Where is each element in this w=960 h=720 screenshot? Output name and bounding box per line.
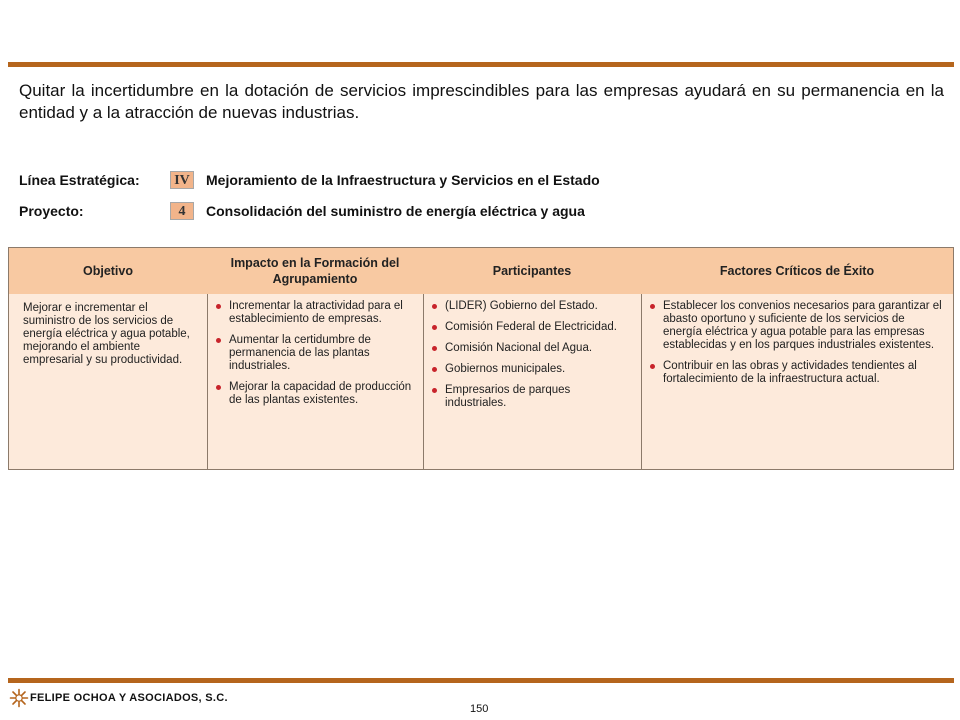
- linea-badge: IV: [170, 171, 194, 189]
- factores-list: [641, 294, 953, 386]
- bullet-icon: [650, 304, 655, 309]
- firm-name: FELIPE OCHOA Y ASOCIADOS, S.C.: [30, 692, 228, 704]
- bullet-icon: [432, 388, 437, 393]
- list-item: Aumentar la certidumbre de permanencia de las plantas industriales.: [215, 334, 415, 373]
- factores-cell: [641, 294, 953, 469]
- linea-value: Mejoramiento de la Infraestructura y Servicios en el Estado: [206, 172, 600, 188]
- list-item: (LIDER) Gobierno del Estado.: [431, 300, 633, 313]
- bottom-divider: [8, 678, 954, 683]
- proyecto-badge: 4: [170, 202, 194, 220]
- participantes-list: [423, 294, 641, 410]
- impacto-cell: [207, 294, 423, 469]
- bullet-icon: [432, 346, 437, 351]
- bullet-icon: [650, 364, 655, 369]
- intro-paragraph: Quitar la incertidumbre en la dotación de servicios imprescindibles para las empresas ayudará en su permanencia en la entidad y a la atracción de nuevas industrias.: [19, 81, 944, 122]
- list-item: Establecer los convenios necesarios para garantizar el abasto oportuno y suficiente de los servicios de energía eléctrica y agua potable para las empresas establecidas y en los parques industriales existentes.: [649, 300, 945, 352]
- firm-logo-icon: [9, 688, 29, 708]
- list-item: Comisión Federal de Electricidad.: [431, 321, 633, 334]
- linea-label: Línea Estratégica:: [19, 172, 140, 188]
- bullet-icon: [432, 367, 437, 372]
- header-participantes: Participantes: [423, 248, 641, 294]
- list-item: Gobiernos municipales.: [431, 363, 633, 376]
- bullet-icon: [216, 385, 221, 390]
- bullet-icon: [216, 338, 221, 343]
- list-item: Contribuir en las obras y actividades tendientes al fortalecimiento de la infraestructura actual.: [649, 360, 945, 386]
- bullet-icon: [432, 325, 437, 330]
- bullet-icon: [432, 304, 437, 309]
- header-factores: Factores Críticos de Éxito: [641, 248, 953, 294]
- header-objetivo: Objetivo: [9, 248, 207, 294]
- strategy-matrix: [8, 247, 954, 470]
- top-divider: [8, 62, 954, 67]
- proyecto-label: Proyecto:: [19, 203, 84, 219]
- header-impacto: Impacto en la Formación del Agrupamiento: [207, 248, 423, 294]
- proyecto-value: Consolidación del suministro de energía eléctrica y agua: [206, 203, 585, 219]
- objetivo-text: Mejorar e incrementar el suministro de los servicios de energía eléctrica y agua potable, mejorando el ambiente empresarial y su productividad.: [23, 302, 190, 366]
- list-item: Mejorar la capacidad de producción de las plantas existentes.: [215, 381, 415, 407]
- impacto-list: [207, 294, 423, 407]
- list-item: Incrementar la atractividad para el establecimiento de empresas.: [215, 300, 415, 326]
- participantes-cell: [423, 294, 641, 469]
- bullet-icon: [216, 304, 221, 309]
- page-number: 150: [470, 703, 489, 715]
- objetivo-cell: [9, 294, 207, 469]
- list-item: Empresarios de parques industriales.: [431, 384, 633, 410]
- list-item: Comisión Nacional del Agua.: [431, 342, 633, 355]
